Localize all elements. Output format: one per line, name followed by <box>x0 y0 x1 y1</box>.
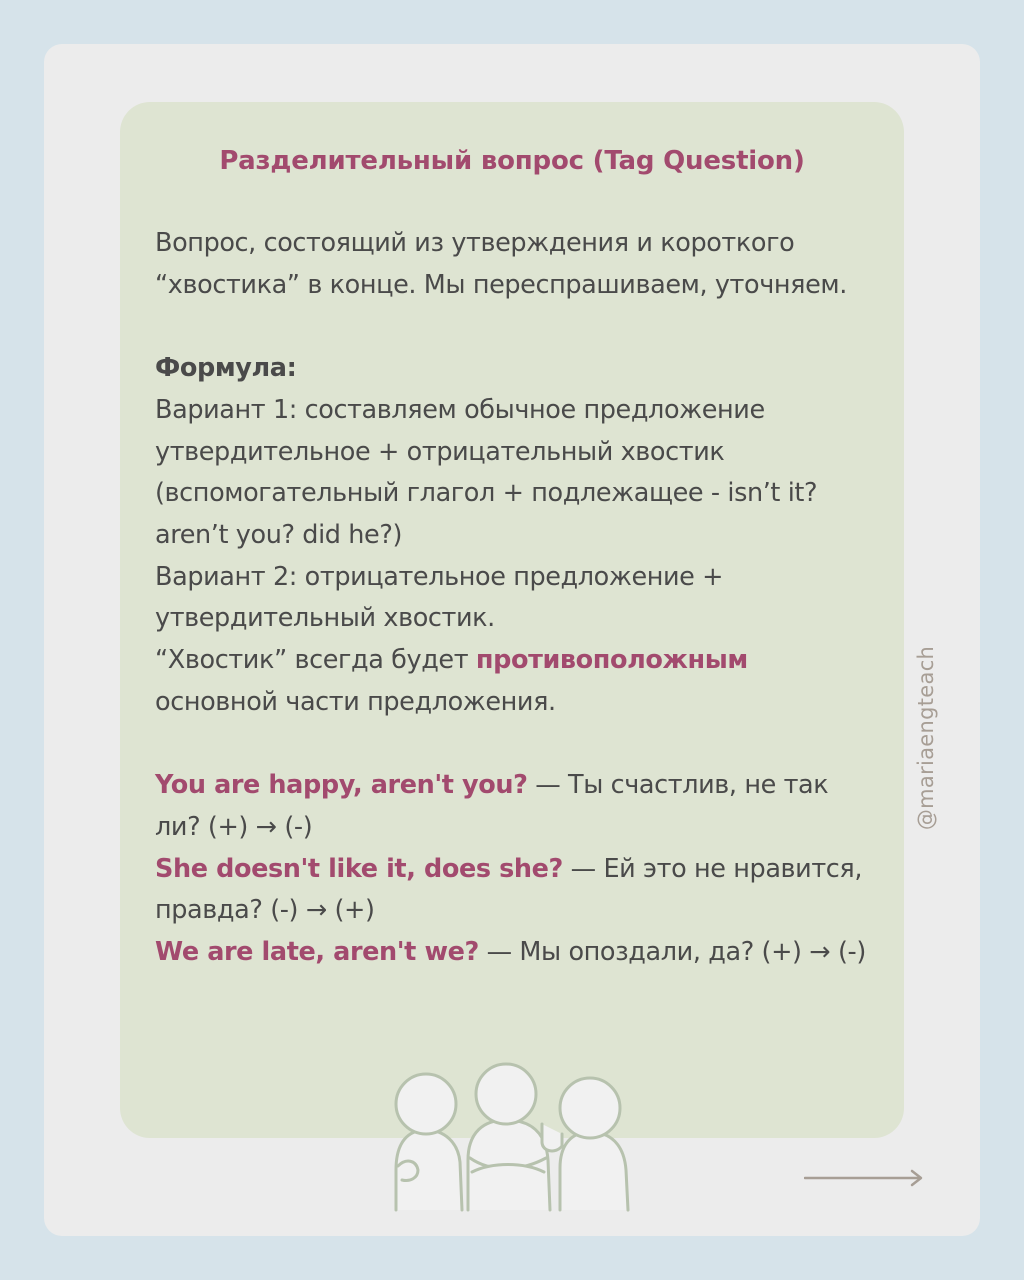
example-english: She doesn't like it, does she? <box>155 853 563 884</box>
person-right-body <box>560 1132 628 1210</box>
person-middle-head <box>476 1064 536 1124</box>
person-left-head <box>396 1074 456 1134</box>
page-title: Разделительный вопрос (Tag Question) <box>219 146 805 176</box>
rule-highlight: противоположным <box>475 645 748 676</box>
formula-heading: Формула: <box>155 353 297 384</box>
example-2 <box>155 849 870 932</box>
formula-rule <box>155 640 870 723</box>
example-translation: — Ты счастлив, не так ли? (+) → (-) <box>155 770 829 842</box>
example-english: You are happy, aren't you? <box>155 770 528 801</box>
person-right-hand <box>542 1124 562 1151</box>
example-translation: — Мы опоздали, да? (+) → (-) <box>478 936 866 967</box>
example-1 <box>155 765 870 848</box>
content-body <box>155 223 870 974</box>
arrow-right-icon[interactable] <box>804 1166 926 1190</box>
spacer <box>155 306 870 348</box>
spacer <box>155 723 870 765</box>
three-people-illustration <box>380 1060 650 1220</box>
example-translation: — Ей это не нравится, правда? (-) → (+) <box>155 853 863 926</box>
example-3 <box>155 932 870 974</box>
example-english: We are late, aren't we? <box>155 936 479 967</box>
rule-start: “Хвостик” всегда будет <box>155 645 476 676</box>
formula-variant-2: Вариант 2: отрицательное предложение + утвердительный хвостик. <box>155 561 724 634</box>
author-handle: @mariaengteach <box>914 645 938 831</box>
formula-variant-1: Вариант 1: составляем обычное предложение утвердительное + отрицательный хвостик (вспомогательный глагол + подлежащее - isn’t it? aren’t you? did he?) <box>155 394 818 550</box>
rule-end: основной части предложения. <box>155 686 556 717</box>
person-right-head <box>560 1078 620 1138</box>
intro-text: Вопрос, состоящий из утверждения и короткого “хвостика” в конце. Мы переспрашиваем, уточняем. <box>155 228 847 300</box>
